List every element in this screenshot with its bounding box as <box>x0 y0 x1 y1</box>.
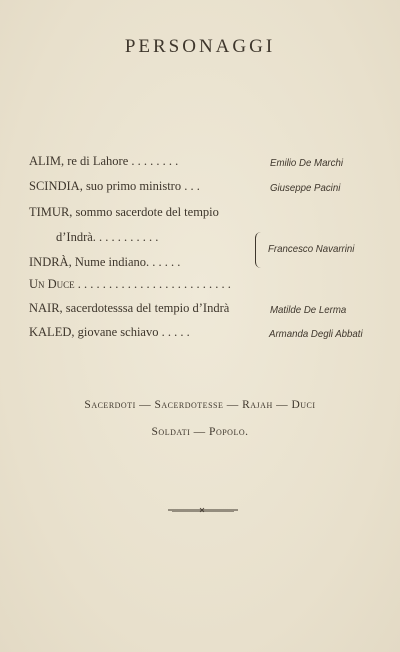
divider-ornament-icon <box>168 506 238 514</box>
chorus-line-2: Soldati — Popolo. <box>151 426 249 438</box>
cast-role-nair: NAIR, sacerdotesssa del tempio d’Indrà <box>29 301 230 315</box>
cast-actor-alim: Emilio De Marchi <box>270 157 344 169</box>
actor-brace <box>255 232 262 268</box>
chorus-line-1: Sacerdoti — Sacerdotesse — Rajah — Duci <box>84 399 316 411</box>
cast-role-duce: Un Duce . . . . . . . . . . . . . . . . . . . . . . . . . <box>29 277 231 291</box>
cast-role-timur: TIMUR, sommo sacerdote del tempio <box>29 205 219 219</box>
page-title: PERSONAGGI <box>124 36 276 57</box>
cast-actor-kaled: Armanda Degli Abbati <box>269 328 363 340</box>
cast-actor-shared: Francesco Navarrini <box>268 243 355 255</box>
cast-role-indra: INDRÀ, Nume indiano. . . . . . <box>29 255 181 269</box>
cast-role-kaled: KALED, giovane schiavo . . . . . <box>29 325 190 339</box>
cast-actor-scindia: Giuseppe Pacini <box>270 182 341 194</box>
cast-role-alim: ALIM, re di Lahore . . . . . . . . <box>29 154 179 168</box>
cast-role-scindia: SCINDIA, suo primo ministro . . . <box>29 179 200 193</box>
cast-role-timur-cont: d’Indrà. . . . . . . . . . . <box>56 230 159 244</box>
cast-actor-nair: Matilde De Lerma <box>270 304 347 316</box>
